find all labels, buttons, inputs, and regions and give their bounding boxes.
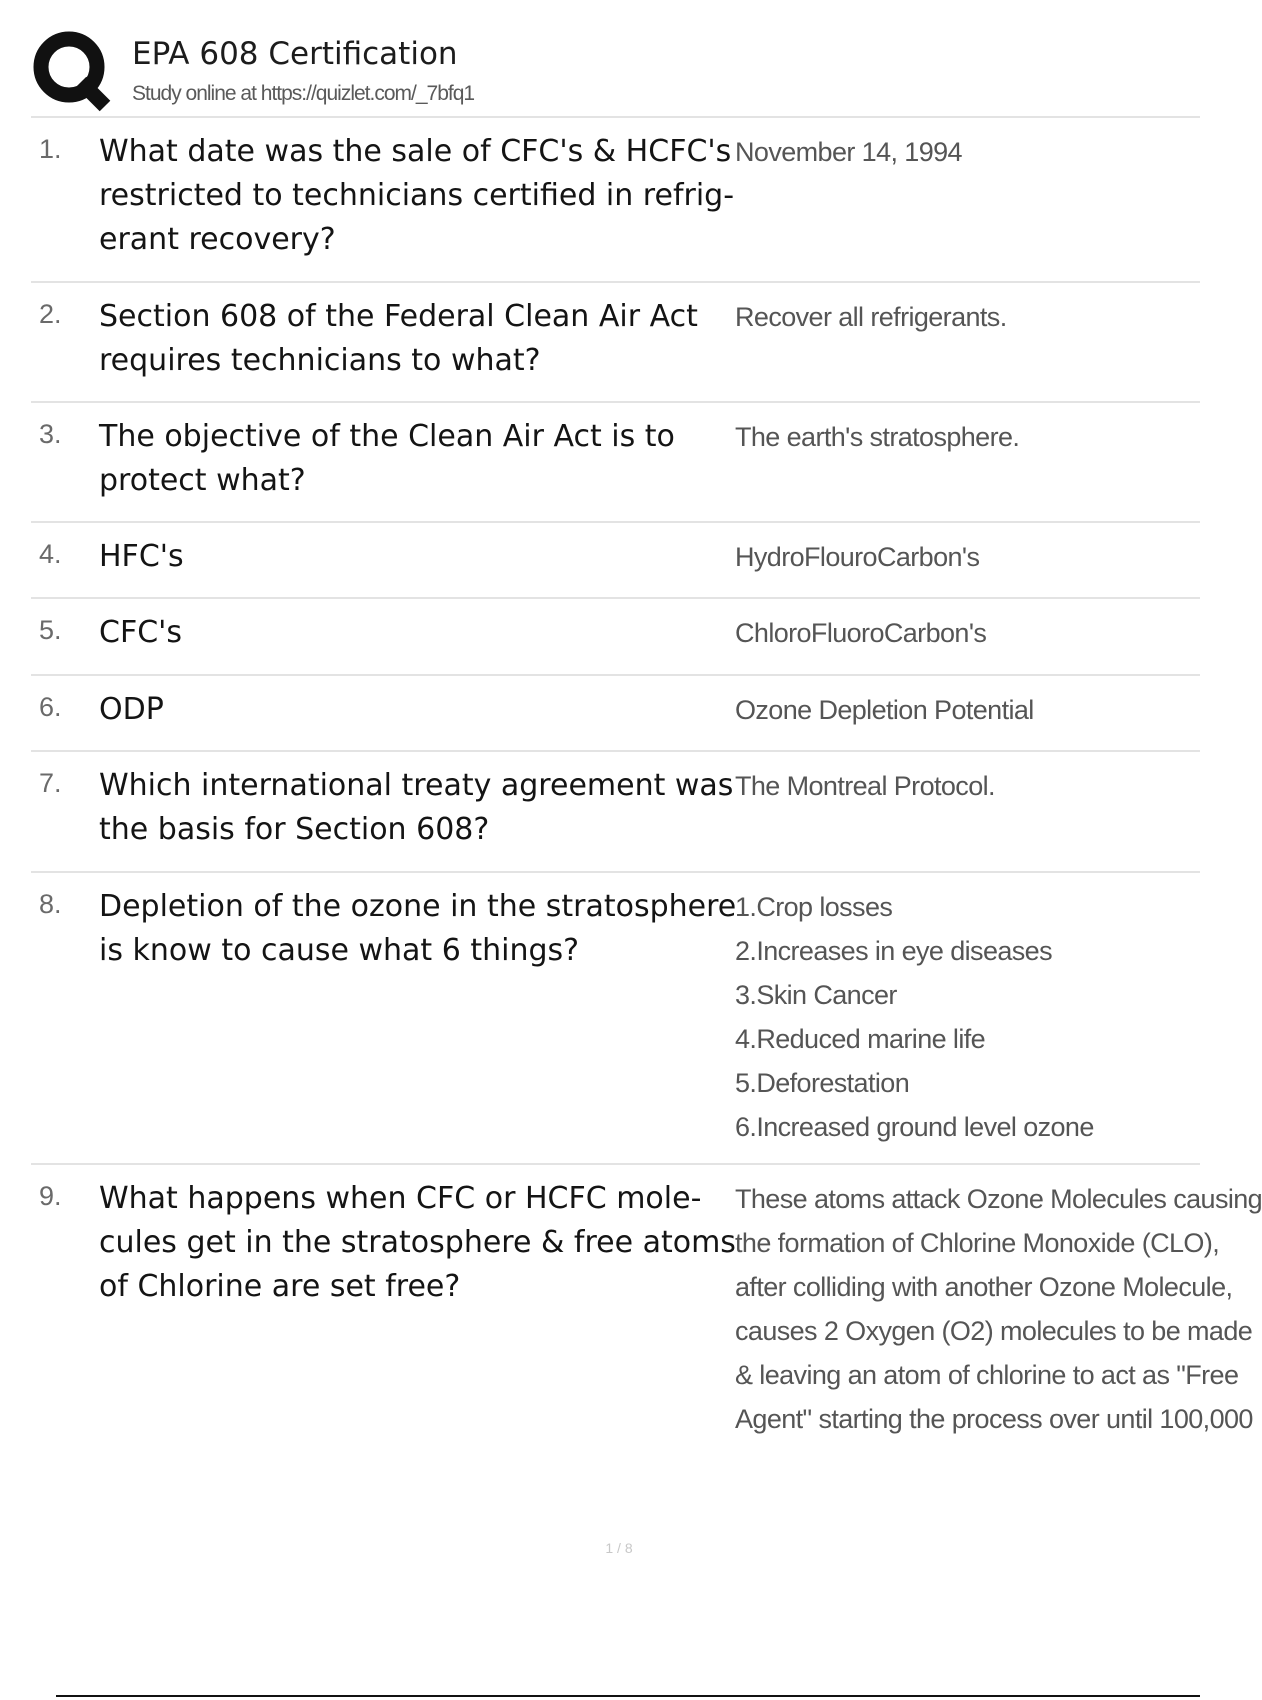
card-number: 2. [39, 299, 62, 329]
flashcard-row [31, 523, 1200, 599]
card-definition [735, 1177, 1262, 1441]
definition-line: & leaving an atom of chlorine to act as "Free [735, 1360, 1239, 1390]
card-number: 4. [39, 539, 62, 569]
card-definition: The Montreal Protocol. [735, 771, 995, 801]
card-number: 9. [39, 1181, 62, 1211]
card-term: What date was the sale of CFC's & HCFC's restricted to technicians certified in refrig- erant recovery? [99, 134, 735, 257]
document-header [31, 30, 1200, 118]
card-definition: The earth's stratosphere. [735, 422, 1020, 452]
card-definition: Ozone Depletion Potential [735, 695, 1034, 725]
quizlet-q-logo-icon [31, 30, 111, 110]
card-term: The objective of the Clean Air Act is to protect what? [99, 419, 675, 498]
footer-divider [56, 1695, 1200, 1697]
card-number: 8. [39, 889, 62, 919]
definition-line: 2.Increases in eye diseases [735, 936, 1052, 966]
definition-line: 1.Crop losses [735, 892, 893, 922]
definition-line: These atoms attack Ozone Molecules causing [735, 1184, 1262, 1214]
card-number: 5. [39, 615, 62, 645]
card-definition: HydroFlouroCarbon's [735, 542, 980, 572]
card-term: HFC's [99, 539, 184, 574]
definition-line: after colliding with another Ozone Molecule, [735, 1272, 1233, 1302]
flashcard-row [31, 118, 1200, 283]
flashcard-row [31, 403, 1200, 523]
flashcard-row [31, 283, 1200, 403]
card-term: What happens when CFC or HCFC mole- cules get in the stratosphere & free atoms of Chlorine are set free? [99, 1181, 736, 1304]
definition-line: causes 2 Oxygen (O2) molecules to be made [735, 1316, 1253, 1346]
definition-line: 4.Reduced marine life [735, 1024, 986, 1054]
document-title: EPA 608 Certification [132, 36, 458, 72]
flashcard-list [31, 118, 1262, 1465]
card-definition: ChloroFluoroCarbon's [735, 618, 987, 648]
card-definition: Recover all refrigerants. [735, 302, 1007, 332]
definition-line: 5.Deforestation [735, 1068, 910, 1098]
study-online-link[interactable]: Study online at https://quizlet.com/_7bfq1 [132, 82, 475, 105]
card-term: Section 608 of the Federal Clean Air Act requires technicians to what? [99, 299, 698, 378]
card-number: 6. [39, 692, 62, 722]
definition-line: 3.Skin Cancer [735, 980, 897, 1010]
card-term: Which international treaty agreement was the basis for Section 608? [99, 768, 734, 847]
definition-line: 6.Increased ground level ozone [735, 1112, 1094, 1142]
page-number: 1 / 8 [605, 1540, 633, 1556]
card-term: Depletion of the ozone in the stratosphere is know to cause what 6 things? [99, 889, 737, 968]
flashcard-row [31, 873, 1200, 1165]
flashcard-row [31, 1165, 1262, 1465]
card-number: 7. [39, 768, 62, 798]
card-definition: November 14, 1994 [735, 137, 962, 167]
card-number: 3. [39, 419, 62, 449]
card-definition [735, 885, 1205, 1149]
card-term: CFC's [99, 615, 183, 650]
card-term: ODP [99, 692, 164, 727]
flashcard-row [31, 676, 1200, 752]
flashcard-row [31, 752, 1200, 873]
card-number: 1. [39, 134, 62, 164]
definition-line: Agent" starting the process over until 100,000 [735, 1404, 1253, 1434]
flashcard-row [31, 599, 1200, 676]
definition-line: the formation of Chlorine Monoxide (CLO), [735, 1228, 1220, 1258]
